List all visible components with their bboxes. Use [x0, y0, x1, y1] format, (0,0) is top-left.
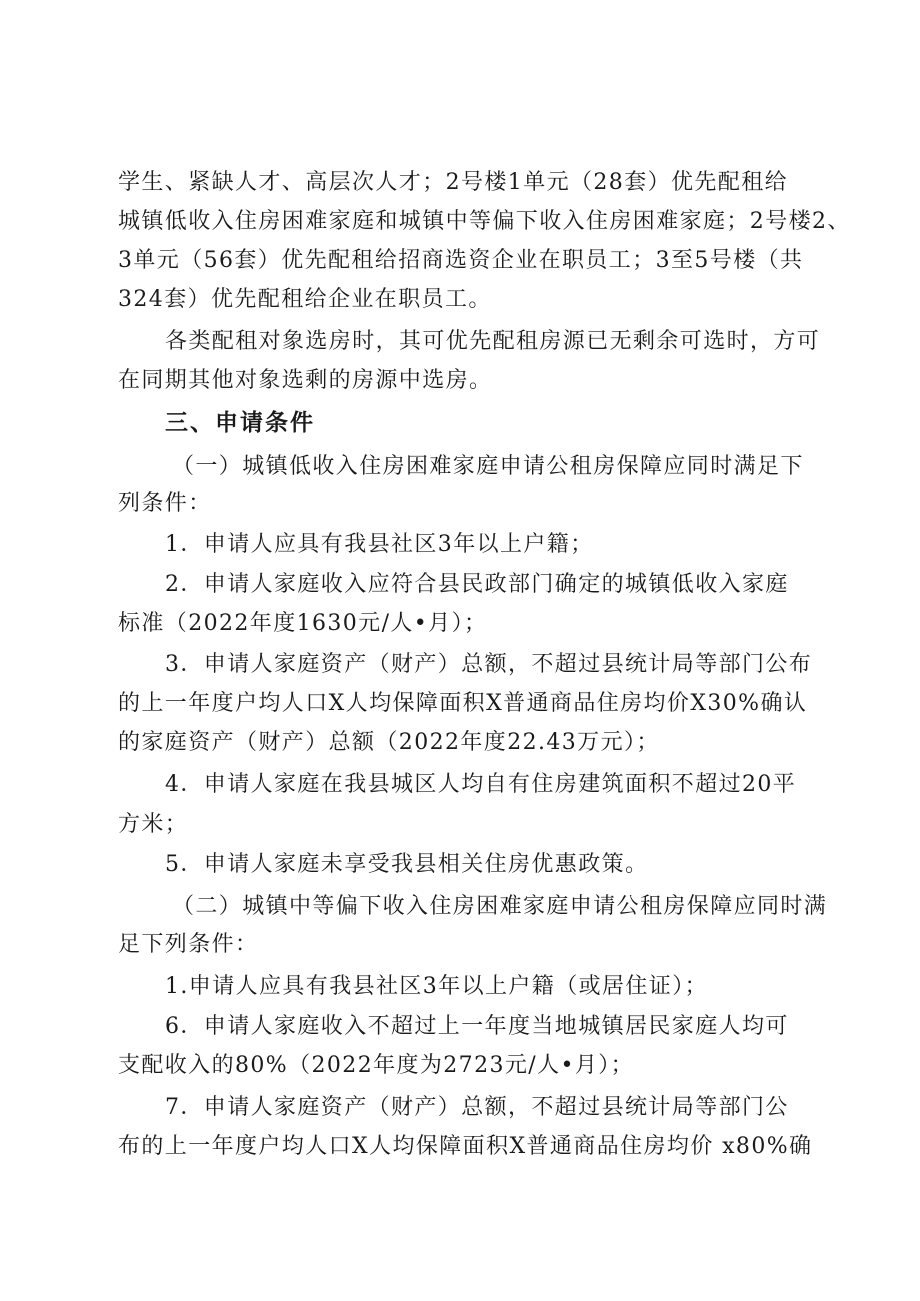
text-line: 3单元（56套）优先配租给招商选资企业在职员工；3至5号楼（共	[118, 248, 804, 273]
text-line: 标准（2022年度1630元/人•月）；	[118, 611, 488, 636]
text-line: 324套）优先配租给企业在职员工。	[118, 287, 492, 312]
text-line: 列条件：	[118, 491, 212, 516]
text-line: 5．申请人家庭未享受我县相关住房优惠政策。	[165, 852, 649, 877]
text-line: 1．申请人应具有我县社区3年以上户籍；	[165, 532, 594, 557]
text-line: 支配收入的80%（2022年度为2723元/人•月）；	[118, 1053, 635, 1078]
text-line: 在同期其他对象选剩的房源中选房。	[118, 368, 493, 393]
text-line: 各类配租对象选房时，其可优先配租房源已无剩余可选时，方可	[165, 329, 821, 354]
text-line: （二）城镇中等偏下收入住房困难家庭申请公租房保障应同时满	[172, 894, 828, 919]
text-line: 学生、紧缺人才、高层次人才；2号楼1单元（28套）优先配租给	[118, 170, 788, 195]
text-line: 2．申请人家庭收入应符合县民政部门确定的城镇低收入家庭	[165, 572, 789, 597]
text-line: 的家庭资产（财产）总额（2022年度22.43万元）；	[118, 730, 660, 755]
text-line: （一）城镇低收入住房困难家庭申请公租房保障应同时满足下	[172, 454, 804, 479]
text-line: 方米；	[118, 812, 189, 837]
text-line: 的上一年度户均人口X人均保障面积X普通商品住房均价X30%确认	[118, 691, 808, 716]
text-line: 7．申请人家庭资产（财产）总额，不超过县统计局等部门公	[165, 1095, 789, 1120]
text-line: 布的上一年度户均人口X人均保障面积X普通商品住房均价 x80%确	[118, 1134, 813, 1159]
section-heading: 三、申请条件	[165, 410, 315, 436]
text-line: 4．申请人家庭在我县城区人均自有住房建筑面积不超过20平	[165, 772, 797, 797]
text-line: 6．申请人家庭收入不超过上一年度当地城镇居民家庭人均可	[165, 1014, 789, 1039]
text-line: 足下列条件：	[118, 932, 259, 957]
text-line: 城镇低收入住房困难家庭和城镇中等偏下收入住房困难家庭；2号楼2、	[118, 209, 851, 234]
text-line: 1.申请人应具有我县社区3年以上户籍（或居住证）；	[165, 974, 708, 999]
text-line: 3．申请人家庭资产（财产）总额，不超过县统计局等部门公布	[165, 652, 813, 677]
